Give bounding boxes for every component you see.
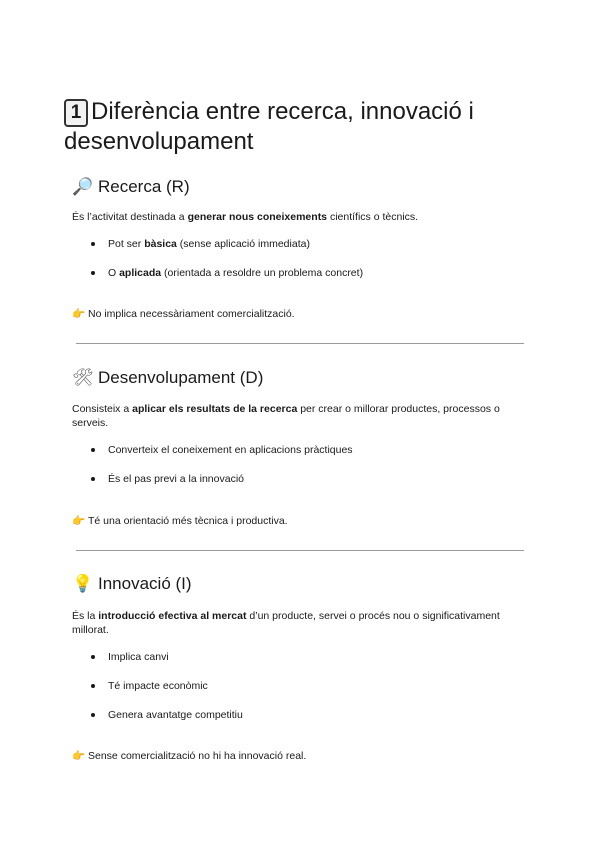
list-item-text: Converteix el coneixement en aplicacions pràctiques: [108, 444, 353, 456]
page-title: [64, 97, 534, 157]
bullet-list-recerca: [72, 237, 522, 280]
section-intro-desenvolupament: [72, 402, 530, 430]
list-item-text: (orientada a resoldre un problema concret): [161, 267, 364, 279]
list-item-text: Implica canvi: [108, 651, 169, 663]
list-item: [72, 443, 522, 457]
magnifying-glass-icon: 🔎: [72, 177, 94, 196]
list-item: [72, 472, 522, 486]
section-note-innovacio: [72, 749, 530, 763]
intro-text: És la: [72, 610, 99, 622]
section-heading-text: Desenvolupament (D): [98, 368, 264, 387]
section-divider: [76, 550, 524, 551]
list-item: [72, 679, 522, 693]
list-item-text: És el pas previ a la innovació: [108, 473, 244, 485]
section-heading-recerca: [72, 177, 190, 197]
intro-bold: introducció efectiva al mercat: [98, 610, 247, 622]
intro-bold: aplicar els resultats de la recerca: [132, 403, 298, 415]
list-item: [72, 708, 522, 722]
note-text: No implica necessàriament comercialització.: [88, 308, 295, 320]
section-divider: [76, 343, 524, 344]
section-heading-text: Recerca (R): [98, 177, 190, 196]
light-bulb-icon: 💡: [72, 574, 94, 593]
list-item-bold: bàsica: [144, 238, 177, 250]
keycap-number-icon: 1: [64, 99, 88, 127]
hammer-and-wrench-icon: 🛠: [72, 368, 94, 387]
section-intro-recerca: [72, 210, 530, 224]
pointing-hand-icon: 👉: [72, 308, 86, 320]
intro-text: científics o tècnics.: [327, 211, 419, 223]
bullet-list-innovacio: [72, 650, 522, 722]
intro-text: Consisteix a: [72, 403, 133, 415]
list-item: [72, 650, 522, 664]
section-note-recerca: [72, 307, 530, 321]
section-heading-desenvolupament: [72, 368, 263, 388]
list-item: [72, 237, 522, 251]
note-text: Sense comercialització no hi ha innovació real.: [88, 750, 307, 762]
page-title-text: Diferència entre recerca, innovació i desenvolupament: [64, 98, 474, 155]
intro-text: per crear o millorar productes, processos o serveis.: [72, 403, 500, 429]
list-item-text: Pot ser: [108, 238, 145, 250]
intro-text: d’un producte, servei o procés nou o significativament millorat.: [72, 610, 500, 636]
bullet-list-desenvolupament: [72, 443, 522, 486]
section-intro-innovacio: [72, 609, 530, 637]
list-item-text: (sense aplicació immediata): [176, 238, 310, 250]
list-item-bold: aplicada: [119, 267, 162, 279]
list-item-text: O: [108, 267, 120, 279]
section-note-desenvolupament: [72, 514, 530, 528]
note-text: Té una orientació més tècnica i productiva.: [88, 515, 288, 527]
section-heading-text: Innovació (I): [98, 574, 192, 593]
pointing-hand-icon: 👉: [72, 750, 86, 762]
section-heading-innovacio: [72, 574, 192, 594]
intro-text: És l’activitat destinada a: [72, 211, 188, 223]
list-item-text: Té impacte econòmic: [108, 680, 208, 692]
list-item-text: Genera avantatge competitiu: [108, 709, 243, 721]
intro-bold: generar nous coneixements: [187, 211, 328, 223]
pointing-hand-icon: 👉: [72, 515, 86, 527]
list-item: [72, 266, 522, 280]
